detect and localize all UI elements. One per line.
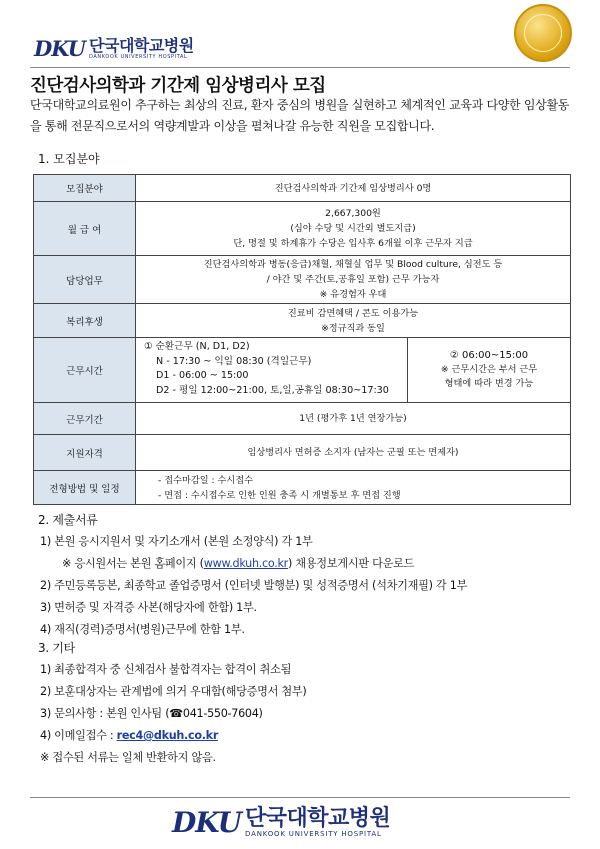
label-hours: 근무시간 bbox=[34, 338, 136, 403]
value-duty bbox=[136, 256, 571, 304]
section-heading-recruit: 1. 모집분야 bbox=[38, 152, 100, 166]
shift-n: N - 17:30 ~ 익일 08:30 (격일근무) bbox=[156, 355, 312, 367]
label-period: 근무기간 bbox=[34, 403, 136, 435]
doc-item-3: 3) 면허증 및 자격증 사본(해당자에 한함) 1부. bbox=[40, 601, 257, 614]
value-field: 진단검사의학과 기간제 임상병리사 0명 bbox=[136, 175, 571, 202]
table-row bbox=[34, 304, 571, 338]
label-qualification: 지원자격 bbox=[34, 435, 136, 471]
note-text: ※ 응시원서는 본원 홈페이지 ( bbox=[62, 557, 204, 570]
shift-d1: D1 - 06:00 ~ 15:00 bbox=[156, 370, 249, 381]
section-heading-documents: 2. 제출서류 bbox=[38, 513, 98, 527]
other-item-1: 1) 최종합격자 중 신체검사 불합격자는 합격이 취소됨 bbox=[40, 663, 292, 676]
table-row bbox=[34, 435, 571, 471]
shift-note: 형태에 따라 변경 가능 bbox=[444, 378, 534, 389]
value-period: 1년 (평가후 1년 연장가능) bbox=[136, 403, 571, 435]
other-item-2: 2) 보훈대상자는 관계법에 의거 우대함(해당증명서 첨부) bbox=[40, 685, 307, 698]
hospital-name-en: DANKOOK UNIVERSITY HOSPITAL bbox=[89, 54, 188, 60]
footer-logo bbox=[172, 806, 390, 839]
table-row bbox=[34, 471, 571, 505]
hospital-name-en: DANKOOK UNIVERSITY HOSPITAL bbox=[245, 829, 382, 838]
label-process: 전형방법 및 일정 bbox=[34, 471, 136, 505]
process-deadline: - 접수마감일 : 수시접수 bbox=[158, 474, 254, 486]
value-qualification: 임상병리사 면허증 소지자 (남자는 군필 또는 면제자) bbox=[136, 435, 571, 471]
shift-rotation: ① 순환근무 (N, D1, D2) bbox=[144, 341, 250, 352]
value-hours bbox=[136, 338, 571, 403]
hospital-name: 단국대학교병원 bbox=[245, 805, 391, 831]
welfare-line: 진료비 감면혜택 / 콘도 이용가능 bbox=[287, 307, 419, 319]
other-item-4 bbox=[30, 725, 590, 747]
table-row bbox=[34, 403, 571, 435]
email-label: 4) 이메일접수 : bbox=[40, 729, 117, 742]
table-row bbox=[34, 175, 571, 202]
process-interview: - 면접 : 수시접수로 인한 인원 충족 시 개별통보 후 면접 진행 bbox=[158, 489, 401, 501]
footer-divider bbox=[30, 797, 570, 798]
shift-d2: D2 - 평일 12:00~21:00, 토,일,공휴일 08:30~17:30 bbox=[156, 384, 389, 396]
label-duty: 담당업무 bbox=[34, 256, 136, 304]
table-row bbox=[34, 338, 571, 403]
page-title: 진단검사의학과 기간제 임상병리사 모집 bbox=[30, 76, 326, 96]
value-salary bbox=[136, 202, 571, 256]
shift-fixed: ② 06:00~15:00 bbox=[449, 350, 529, 361]
note-text: ) 채용정보게시판 다운로드 bbox=[287, 557, 415, 570]
doc-item-2: 2) 주민등록등본, 최종학교 졸업증명서 (인터넷 발행분) 및 성적증명서 (석차기재필) 각 1부 bbox=[40, 579, 468, 592]
certification-seal-icon bbox=[514, 4, 572, 62]
other-item-3: 3) 문의사항 : 본원 인사팀 (☎041-550-7604) bbox=[40, 707, 263, 720]
duty-note: ※ 유경험자 우대 bbox=[319, 289, 387, 300]
hospital-logo bbox=[34, 36, 194, 61]
duty-line: / 야간 및 주간(토,공휴일 포함) 근무 가능자 bbox=[266, 274, 440, 285]
section-heading-other: 3. 기타 bbox=[38, 641, 75, 655]
doc-item-4: 4) 재직(경력)증명서(병원)근무에 한함 1부. bbox=[40, 623, 245, 636]
section-other bbox=[30, 637, 590, 769]
value-process bbox=[136, 471, 571, 505]
salary-condition: 단, 명절 및 하계휴가 수당은 입사후 6개월 이후 근무자 지급 bbox=[233, 238, 473, 249]
shift-note: ※ 근무시간은 부서 근무 bbox=[440, 364, 538, 375]
section-documents bbox=[30, 509, 590, 641]
recruit-table bbox=[33, 174, 571, 505]
salary-amount: 2,667,300원 bbox=[325, 208, 381, 219]
table-row bbox=[34, 256, 571, 304]
welfare-note: ※정규직과 동일 bbox=[321, 322, 385, 334]
value-welfare bbox=[136, 304, 571, 338]
intro-paragraph: 단국대학교의료원이 추구하는 최상의 진료, 환자 중심의 병원을 실현하고 체계적인 교육과 다양한 임상활동을 통해 전문직으로서의 역량계발과 이상을 펼쳐나갈 유능한 직원을 모집합니다. bbox=[30, 98, 570, 133]
doc-item-1: 1) 본원 응시지원서 및 자기소개서 (본원 소정양식) 각 1부 bbox=[40, 535, 313, 548]
table-row bbox=[34, 202, 571, 256]
dku-logo-mark: DKU bbox=[34, 36, 86, 61]
other-item-5: ※ 접수된 서류는 일체 반환하지 않음. bbox=[40, 751, 216, 764]
salary-note: (심야 수당 및 시간외 별도지급) bbox=[290, 223, 416, 234]
duty-line: 진단검사의학과 병동(응급)채혈, 채혈실 업무 및 Blood culture, 심전도 등 bbox=[203, 259, 503, 270]
header-divider bbox=[30, 67, 570, 68]
label-welfare: 복리후생 bbox=[34, 304, 136, 338]
label-salary: 월 급 여 bbox=[34, 202, 136, 256]
dku-logo-mark: DKU bbox=[172, 806, 242, 839]
homepage-link[interactable]: www.dkuh.co.kr bbox=[203, 557, 288, 570]
label-field: 모집분야 bbox=[34, 175, 136, 202]
doc-item-1-note bbox=[30, 553, 590, 575]
email-link[interactable]: rec4@dkuh.co.kr bbox=[116, 729, 219, 742]
hospital-name: 단국대학교병원 bbox=[89, 36, 194, 55]
